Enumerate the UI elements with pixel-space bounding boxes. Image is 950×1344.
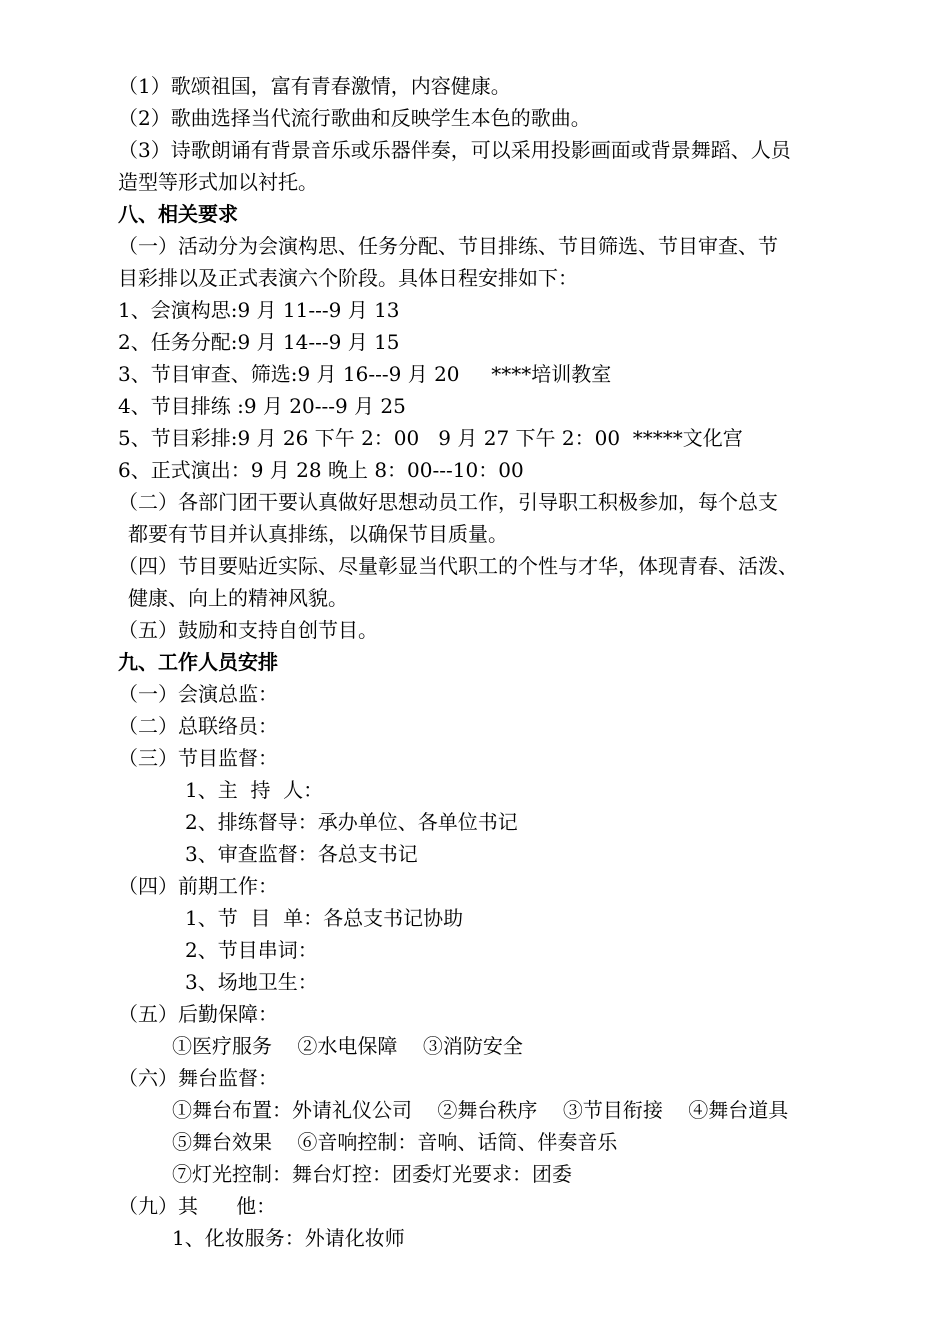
staff-other: （九）其 他： xyxy=(118,1194,277,1218)
schedule-6: 6、正式演出：9 月 28 晚上 8：00---10：00 xyxy=(118,458,524,482)
staff-prep-program: 1、节 目 单：各总支书记协助 xyxy=(185,906,464,930)
staff-stage-items-2: ⑤舞台效果 ⑥音响控制：音响、话筒、伴奏音乐 xyxy=(172,1130,618,1154)
schedule-3: 3、节目审查、筛选:9 月 16---9 月 20 ****培训教室 xyxy=(118,362,612,386)
staff-director: （一）会演总监： xyxy=(118,682,278,706)
section-8-heading: 八、相关要求 xyxy=(118,202,238,226)
staff-liaison: （二）总联络员： xyxy=(118,714,278,738)
section-8-item-2-line-1: （二）各部门团干要认真做好思想动员工作，引导职工积极参加，每个总支 xyxy=(118,490,778,514)
section-8-item-4-line-1: （四）节目要贴近实际、尽量彰显当代职工的个性与才华，体现青春、活泼、 xyxy=(118,554,798,578)
schedule-1: 1、会演构思:9 月 11---9 月 13 xyxy=(118,298,400,322)
staff-supervision-host: 1、主 持 人： xyxy=(185,778,324,802)
staff-prep-script: 2、节目串词： xyxy=(185,938,318,962)
section-8-item-1-line-1: （一）活动分为会演构思、任务分配、节目排练、节目筛选、节目审查、节 xyxy=(118,234,778,258)
staff-stage-items-3: ⑦灯光控制：舞台灯控：团委灯光要求：团委 xyxy=(172,1162,572,1186)
staff-stage-items-1: ①舞台布置：外请礼仪公司 ②舞台秩序 ③节目衔接 ④舞台道具 xyxy=(172,1098,789,1122)
section-8-item-2-line-2: 都要有节目并认真排练，以确保节目质量。 xyxy=(128,522,508,546)
section-9-heading: 九、工作人员安排 xyxy=(118,650,278,674)
staff-logistics: （五）后勤保障： xyxy=(118,1002,278,1026)
section-8-item-4-line-2: 健康、向上的精神风貌。 xyxy=(128,586,348,610)
section-8-item-1-line-2: 目彩排以及正式表演六个阶段。具体日程安排如下： xyxy=(118,266,578,290)
requirement-1: （1）歌颂祖国，富有青春激情，内容健康。 xyxy=(118,74,511,98)
staff-stage: （六）舞台监督： xyxy=(118,1066,278,1090)
staff-prep-venue: 3、场地卫生： xyxy=(185,970,318,994)
schedule-2: 2、任务分配:9 月 14---9 月 15 xyxy=(118,330,400,354)
staff-supervision-rehearsal: 2、排练督导：承办单位、各单位书记 xyxy=(185,810,518,834)
staff-supervision: （三）节目监督： xyxy=(118,746,278,770)
section-8-item-5: （五）鼓励和支持自创节目。 xyxy=(118,618,378,642)
staff-prep: （四）前期工作： xyxy=(118,874,278,898)
requirement-2: （2）歌曲选择当代流行歌曲和反映学生本色的歌曲。 xyxy=(118,106,591,130)
staff-supervision-review: 3、审查监督：各总支书记 xyxy=(185,842,418,866)
requirement-3-line-2: 造型等形式加以衬托。 xyxy=(118,170,318,194)
staff-logistics-items: ①医疗服务 ②水电保障 ③消防安全 xyxy=(172,1034,523,1058)
requirement-3-line-1: （3）诗歌朗诵有背景音乐或乐器伴奏，可以采用投影画面或背景舞蹈、人员 xyxy=(118,138,791,162)
schedule-4: 4、节目排练 :9 月 20---9 月 25 xyxy=(118,394,406,418)
schedule-5: 5、节目彩排:9 月 26 下午 2：00 9 月 27 下午 2：00 *****文化宫 xyxy=(118,426,743,450)
staff-other-makeup: 1、化妆服务：外请化妆师 xyxy=(172,1226,405,1250)
